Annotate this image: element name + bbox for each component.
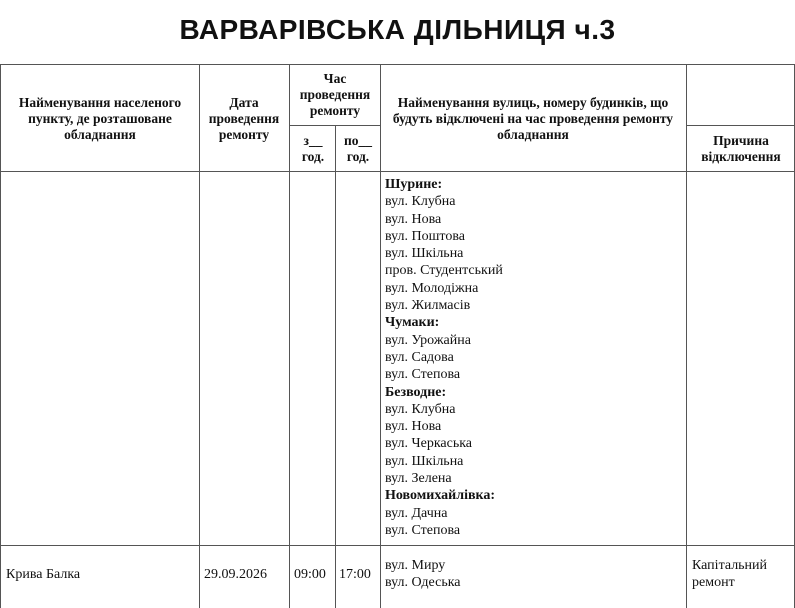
row2-reason: Капітальний ремонт [692, 558, 768, 590]
row1-streets [385, 176, 685, 539]
street-item: вул. Урожайна [385, 332, 471, 348]
street-item: вул. Нова [385, 211, 442, 227]
place-name: Безводне: [385, 384, 447, 400]
street-item: вул. Клубна [385, 401, 456, 417]
street-group [385, 176, 685, 314]
street-item: вул. Клубна [385, 194, 456, 210]
row2-streets [385, 557, 461, 591]
table-line-col2 [289, 64, 290, 608]
street-item: вул. Шкільна [385, 453, 464, 469]
header-streets: Найменування вулиць, номеру будинків, що будуть відключені на час проведення ремонту обладнання [392, 95, 674, 142]
header-settlement: Найменування населеного пункту, де розташоване обладнання [18, 95, 182, 142]
table-line-col3 [335, 125, 336, 608]
page-title: ВАРВАРІВСЬКА ДІЛЬНИЦЯ ч.3 [179, 14, 616, 45]
street-item: вул. Садова [385, 349, 454, 365]
street-item: вул. Одеська [385, 575, 461, 590]
row2-time-to: 17:00 [339, 567, 371, 582]
table-line-col5 [686, 64, 687, 608]
street-group [385, 487, 685, 539]
street-item: вул. Дачна [385, 505, 448, 521]
place-name: Шурине: [385, 177, 443, 192]
row2-date: 29.09.2026 [204, 567, 267, 582]
street-item: пров. Студентський [385, 263, 503, 279]
table-line-col1 [199, 64, 200, 608]
street-item: вул. Нова [385, 419, 442, 435]
street-item: вул. Степова [385, 367, 461, 383]
street-group [385, 384, 685, 488]
header-time-to: по__ год. [343, 133, 373, 164]
table-border-left [0, 64, 1, 608]
row2-time-from: 09:00 [294, 567, 326, 582]
table-line-col4 [380, 64, 381, 608]
row2-settlement: Крива Балка [6, 567, 81, 582]
street-group [385, 314, 685, 383]
table-line-reason-top [686, 125, 795, 126]
table-line-row-divider [0, 545, 795, 546]
table-line-header-bottom [0, 171, 795, 172]
place-name: Чумаки: [385, 315, 440, 331]
header-date: Дата проведення ремонту [208, 95, 280, 142]
street-item: вул. Поштова [385, 228, 465, 244]
street-item: вул. Черкаська [385, 436, 473, 452]
place-name: Новомихайлівка: [385, 488, 496, 504]
header-time: Час проведення ремонту [299, 71, 371, 118]
street-item: вул. Молодіжна [385, 280, 479, 296]
street-item: вул. Жилмасів [385, 298, 471, 314]
header-time-from: з__ год. [301, 133, 325, 164]
street-item: вул. Зелена [385, 471, 452, 487]
table-border-top [0, 64, 795, 65]
header-reason: Причина відключення [701, 133, 781, 164]
street-item: вул. Степова [385, 522, 461, 538]
street-item: вул. Миру [385, 558, 446, 573]
street-item: вул. Шкільна [385, 246, 464, 262]
